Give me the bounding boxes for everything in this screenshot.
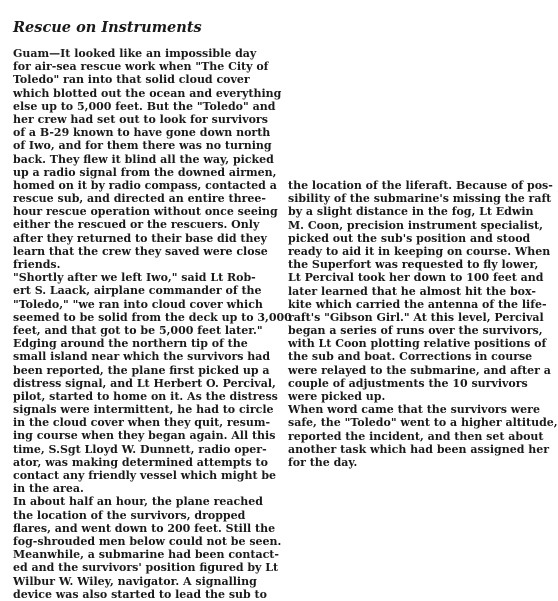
left-column-line: Wilbur W. Wiley, navigator. A signalling [13, 574, 257, 588]
left-column-line: rescue sub, and directed an entire three- [13, 192, 266, 206]
left-column-line: of Iwo, and for them there was no turning [13, 139, 272, 153]
right-column-line: picked out the sub's position and stood [288, 231, 531, 245]
left-column-line: after they returned to their base did they [13, 231, 267, 245]
right-column-line: reported the incident, and then set about [288, 429, 544, 443]
left-column-line: back. They flew it blind all the way, picked [13, 152, 274, 166]
right-column-line: for the day. [288, 455, 358, 469]
left-column-line: "Shortly after we left Iwo," said Lt Rob- [13, 271, 256, 285]
right-column-line: kite which carried the antenna of the life- [288, 297, 547, 311]
left-column-line: ert S. Laack, airplane commander of the [13, 284, 262, 298]
left-column-line: flares, and went down to 200 feet. Still the [13, 521, 276, 535]
left-column-line: else up to 5,000 feet. But the "Toledo" and [13, 99, 276, 113]
left-column-line: homed on it by radio compass, contacted a [13, 178, 277, 192]
right-column-line: the sub and boat. Corrections in course [288, 350, 533, 364]
left-column-line: learn that the crew they saved were close [13, 244, 268, 258]
left-column-line: either the rescued or the rescuers. Only [13, 218, 260, 232]
left-column-line: Edging around the northern tip of the [13, 337, 248, 351]
left-column-line: Guam—It looked like an impossible day [13, 47, 257, 60]
left-column-line: up a radio signal from the downed airmen, [13, 165, 277, 179]
right-column-line: M. Coon, precision instrument specialist, [288, 218, 543, 232]
left-column-line: been reported, the plane first picked up a [13, 363, 270, 377]
right-column-line: ready to aid it in keeping on course. When [288, 244, 551, 258]
right-column-line: were relayed to the submarine, and after a [288, 363, 551, 377]
left-column-line: pilot, started to home on it. As the distress [13, 389, 278, 403]
left-column-line: device was also started to lead the sub to [13, 587, 267, 601]
left-column-line: in the area. [13, 482, 84, 496]
left-column-line: of a B-29 known to have gone down north [13, 126, 271, 140]
left-column-line: contact any friendly vessel which might be [13, 469, 277, 482]
right-column-line: raft's "Gibson Girl." At this level, Percival [288, 310, 544, 324]
left-column-line: Toledo" ran into that solid cloud cover [13, 73, 250, 87]
right-column-line: another task which had been assigned her [288, 442, 550, 456]
right-column-line: sibility of the submarine's missing the raft [288, 192, 552, 206]
right-column-line: safe, the "Toledo" went to a higher altitude, [288, 416, 558, 430]
left-column-line: signals were intermittent, he had to circle [13, 403, 274, 417]
left-column-line: the location of the survivors, dropped [13, 508, 246, 522]
article-right-column [288, 179, 558, 469]
right-column-line: When word came that the survivors were [288, 403, 540, 417]
right-column-line: the Superfort was requested to fly lower, [288, 258, 539, 272]
left-column-line: friends. [13, 258, 61, 271]
left-column-line: her crew had set out to look for survivors [13, 112, 268, 126]
right-column-line: were picked up. [288, 390, 386, 403]
left-column-line: In about half an hour, the plane reached [13, 495, 263, 509]
right-column-line: the location of the liferaft. Because of pos- [288, 179, 553, 192]
left-column-line: fog-shrouded men below could not be seen. [13, 534, 282, 548]
left-column-line: seemed to be solid from the deck up to 3,000 [13, 310, 292, 324]
left-column-line: distress signal, and Lt Herbert O. Percival, [13, 376, 276, 390]
right-column-line: by a slight distance in the fog, Lt Edwin [288, 205, 534, 219]
right-column-line: later learned that he almost hit the box- [288, 284, 536, 298]
left-column-line: Meanwhile, a submarine had been contact- [13, 548, 279, 562]
left-column-line: "Toledo," "we ran into cloud cover which [13, 297, 263, 311]
right-column-line: Lt Percival took her down to 100 feet and [288, 271, 544, 285]
left-column-line: hour rescue operation without once seeing [13, 205, 278, 219]
right-column-line: couple of adjustments the 10 survivors [288, 376, 528, 390]
article-title: Rescue on Instruments [13, 19, 202, 36]
right-column-line: began a series of runs over the survivors, [288, 324, 543, 338]
left-column-line: in the cloud cover when they quit, resum- [13, 416, 271, 430]
left-column-line: time, S.Sgt Lloyd W. Dunnett, radio oper- [13, 442, 267, 456]
left-column-line: small island near which the survivors had [13, 350, 271, 364]
left-column-line: ed and the survivors' position figured by Lt [13, 561, 279, 575]
left-column-line: feet, and that got to be 5,000 feet later." [13, 323, 263, 337]
right-column-line: with Lt Coon plotting relative positions of [288, 337, 547, 351]
left-column-line: ing course when they began again. All this [13, 429, 276, 443]
left-column-line: which blotted out the ocean and everything [13, 86, 282, 100]
article-left-column [13, 47, 292, 601]
left-column-line: ator, was making determined attempts to [13, 455, 268, 469]
left-column-line: for air-sea rescue work when "The City of [13, 60, 269, 74]
